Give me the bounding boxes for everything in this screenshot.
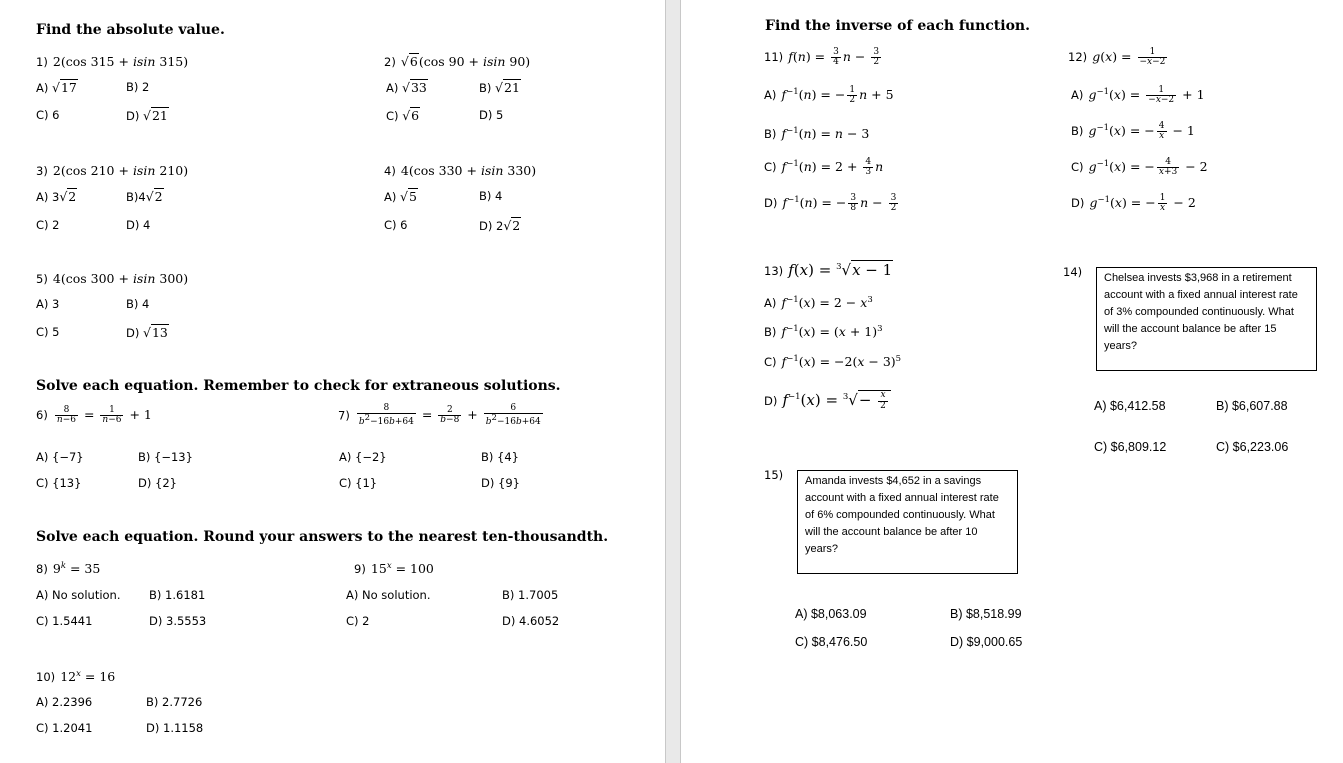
choice-expression: $f^{-1}(n)$ = − $\frac{3}{8}$ n − $\frac{3}{2}$ xyxy=(782,192,897,213)
choice-d[interactable]: D) {9} xyxy=(481,476,520,490)
choice-a[interactable]: A) √5 xyxy=(384,189,417,204)
question-expression: $9^k = 35$ xyxy=(52,560,101,576)
choice-d[interactable]: D) √13 xyxy=(126,325,168,340)
question-7 xyxy=(338,404,545,428)
choice-a[interactable] xyxy=(764,292,873,311)
question-number: 5) xyxy=(36,272,48,286)
right-page xyxy=(681,0,1343,763)
choice-a[interactable]: A) 3√2 xyxy=(36,189,77,204)
choice-b[interactable]: B) √21 xyxy=(479,80,520,95)
choice-d[interactable] xyxy=(1071,192,1196,213)
question-number: 12) xyxy=(1068,50,1088,64)
choice-c[interactable]: C) $6,809.12 xyxy=(1094,440,1167,454)
choice-b[interactable]: B) 1.7005 xyxy=(502,588,559,602)
question-number: 9) xyxy=(354,562,366,576)
question-8 xyxy=(36,558,100,577)
choice-label: B) xyxy=(764,127,777,141)
question-expression: $\frac{8}{n-6}$ = $\frac{1}{n-6}$ + 1 xyxy=(56,404,152,425)
question-expression: $\frac{8}{b2-16b+64}$ = $\frac{2}{b-8}$ + $\frac{6}{b2-16b+64}$ xyxy=(358,403,541,428)
question-12 xyxy=(1068,46,1169,67)
radicand: 2 xyxy=(154,189,163,204)
radicand: 6 xyxy=(411,108,420,123)
choice-b[interactable]: B) $6,607.88 xyxy=(1216,399,1288,413)
choice-label: D) 2 xyxy=(479,219,504,233)
radicand: 17 xyxy=(60,80,77,95)
choice-b[interactable]: B) 1.6181 xyxy=(149,588,206,602)
choice-label: D) xyxy=(126,109,140,123)
choice-c[interactable]: C) 1.5441 xyxy=(36,614,93,628)
question-number-15: 15) xyxy=(764,468,784,482)
question-10 xyxy=(36,666,115,685)
choice-c[interactable] xyxy=(764,351,901,370)
choice-label: B) xyxy=(764,325,777,339)
choice-b[interactable]: B) {−13} xyxy=(138,450,193,464)
choice-d[interactable] xyxy=(764,390,891,411)
radicand: 21 xyxy=(151,108,168,123)
choice-label: A) xyxy=(386,81,399,95)
choice-expression: $f^{-1}(x) = -2(x - 3)^5$ xyxy=(781,353,902,369)
section-title-inverse: Find the inverse of each function. xyxy=(765,18,1030,34)
question-expression: $12^x = 16$ xyxy=(60,668,116,684)
choice-c[interactable]: C) {13} xyxy=(36,476,82,490)
choice-c[interactable]: C) 5 xyxy=(36,325,60,339)
radicand: 13 xyxy=(151,325,168,340)
choice-c[interactable]: C) 6 xyxy=(384,218,408,232)
choice-a[interactable]: A) No solution. xyxy=(36,588,121,602)
choice-label: A) xyxy=(764,88,777,102)
choice-a[interactable]: A) No solution. xyxy=(346,588,431,602)
choice-a[interactable]: A) 3 xyxy=(36,297,60,311)
question-number-14: 14) xyxy=(1063,265,1083,279)
choice-label: A) 3 xyxy=(36,190,60,204)
choice-a[interactable]: A) {−7} xyxy=(36,450,84,464)
question-number: 2) xyxy=(384,55,396,69)
radicand: 2 xyxy=(512,218,521,233)
choice-expression: $f^{-1}(x) = (x + 1)^3$ xyxy=(781,323,883,339)
choice-d[interactable]: D) 4 xyxy=(126,218,151,232)
choice-label: B) xyxy=(479,81,492,95)
choice-a[interactable]: A) $8,063.09 xyxy=(795,607,867,621)
choice-c[interactable] xyxy=(1071,156,1208,177)
radicand: 5 xyxy=(408,189,417,204)
section-title-round: Solve each equation. Round your answers to the nearest ten-thousandth. xyxy=(36,529,609,545)
choice-d[interactable]: D) 3.5553 xyxy=(149,614,207,628)
section-title-extraneous: Solve each equation. Remember to check for extraneous solutions. xyxy=(36,378,561,394)
choice-b[interactable]: B) {4} xyxy=(481,450,519,464)
choice-a[interactable]: A) √17 xyxy=(36,80,77,95)
choice-label: A) xyxy=(384,190,397,204)
choice-d[interactable]: D) {2} xyxy=(138,476,177,490)
question-2 xyxy=(384,51,530,70)
question-expression: f(n) = $\frac{3}{4}$ n − $\frac{3}{2}$ xyxy=(788,46,880,67)
radicand: 33 xyxy=(410,80,427,95)
choice-b[interactable] xyxy=(764,321,883,340)
choice-label: D) xyxy=(1071,196,1085,210)
choice-label: B)4 xyxy=(126,190,146,204)
question-number: 1) xyxy=(36,55,48,69)
choice-expression: $g^{-1}(x)$ = − $\frac{1}{x}$ − 2 xyxy=(1089,192,1196,213)
question-expression: g(x) = $\frac{1}{-x-2}$ xyxy=(1092,46,1166,67)
question-expression: 2(cos 315 + isin 315) xyxy=(52,54,189,69)
choice-label: C) xyxy=(1071,160,1084,174)
choice-label: D) xyxy=(764,196,778,210)
radicand: 21 xyxy=(504,80,520,95)
question-number: 6) xyxy=(36,408,48,422)
question-expression: 2(cos 210 + isin 210) xyxy=(52,163,189,178)
choice-label: D) xyxy=(126,326,140,340)
choice-a[interactable] xyxy=(1071,84,1205,105)
choice-c[interactable] xyxy=(764,156,883,177)
question-4 xyxy=(384,160,536,179)
choice-b[interactable]: B) 2.7726 xyxy=(146,695,203,709)
question-1 xyxy=(36,51,188,70)
choice-b[interactable]: B) 4 xyxy=(479,189,503,203)
question-number: 11) xyxy=(764,50,784,64)
choice-d[interactable]: D) √21 xyxy=(126,108,168,123)
choice-a[interactable]: A) $6,412.58 xyxy=(1094,399,1166,413)
left-page xyxy=(0,0,665,763)
choice-a[interactable]: A) √33 xyxy=(386,80,427,95)
question-3 xyxy=(36,160,188,179)
choice-a[interactable]: A) 2.2396 xyxy=(36,695,93,709)
choice-expression: $g^{-1}(x)$ = $\frac{1}{-x-2}$ + 1 xyxy=(1088,84,1205,105)
radicand: 2 xyxy=(68,189,77,204)
choice-expression: $f^{-1}(x) = 2 - x^3$ xyxy=(781,294,873,310)
choice-a[interactable] xyxy=(764,84,894,105)
choice-d[interactable] xyxy=(764,192,900,213)
question-5 xyxy=(36,268,188,287)
choice-label: A) xyxy=(1071,88,1084,102)
choice-d[interactable]: D) 2√2 xyxy=(479,218,521,233)
choice-b[interactable]: B) $8,518.99 xyxy=(950,607,1022,621)
question-number: 8) xyxy=(36,562,48,576)
question-number: 13) xyxy=(764,264,784,278)
question-expression: 4(cos 330 + isin 330) xyxy=(400,163,537,178)
choice-d[interactable]: D) 4.6052 xyxy=(502,614,560,628)
question-number: 10) xyxy=(36,670,56,684)
choice-label: C) xyxy=(764,160,777,174)
choice-expression: $f^{-1}(x) = ^3√-$ $\frac{x}{2}$ xyxy=(782,391,890,409)
word-problem-15: Amanda invests $4,652 in a savings account with a fixed annual interest rate of 6% compounded continuously. What will the account balance be after 10 years? xyxy=(797,470,1018,574)
choice-d[interactable]: C) $6,223.06 xyxy=(1216,440,1289,454)
question-6 xyxy=(36,404,152,425)
choice-expression: $f^{-1}(n) = 2$ + $\frac{4}{3}$ n xyxy=(781,156,884,177)
question-13 xyxy=(764,260,893,279)
choice-c[interactable]: C) √6 xyxy=(386,108,420,123)
choice-c[interactable]: C) $8,476.50 xyxy=(795,635,868,649)
choice-label: D) xyxy=(764,394,778,408)
choice-b[interactable]: B) 4 xyxy=(126,297,150,311)
choice-label: C) xyxy=(764,355,777,369)
question-expression: √6(cos 90 + isin 90) xyxy=(400,54,531,69)
page-divider xyxy=(665,0,681,763)
choice-expression: $g^{-1}(x)$ = − $\frac{4}{x+3}$ − 2 xyxy=(1088,156,1208,177)
choice-b[interactable] xyxy=(1071,120,1195,141)
choice-b[interactable]: B) 2 xyxy=(126,80,150,94)
choice-c[interactable]: C) 2 xyxy=(36,218,60,232)
choice-c[interactable]: C) 6 xyxy=(36,108,60,122)
choice-c[interactable]: C) {1} xyxy=(339,476,378,490)
choice-label: C) xyxy=(386,109,399,123)
word-problem-14: Chelsea invests $3,968 in a retirement account with a fixed annual interest rate of 3% compounded continuously. What will the account balance be after 15 years? xyxy=(1096,267,1317,371)
question-number: 4) xyxy=(384,164,396,178)
choice-label: A) xyxy=(36,81,49,95)
choice-c[interactable]: C) 2 xyxy=(346,614,370,628)
choice-a[interactable]: A) {−2} xyxy=(339,450,387,464)
choice-label: A) xyxy=(764,296,777,310)
choice-b[interactable]: B)4√2 xyxy=(126,189,163,204)
choice-d[interactable]: D) 5 xyxy=(479,108,504,122)
question-number: 3) xyxy=(36,164,48,178)
choice-expression: $f^{-1}(n)$ = − $\frac{1}{2}$ n + 5 xyxy=(781,84,894,105)
question-11 xyxy=(764,46,883,67)
choice-d[interactable]: D) 1.1158 xyxy=(146,721,204,735)
choice-c[interactable]: C) 1.2041 xyxy=(36,721,93,735)
question-expression: $15^x = 100$ xyxy=(370,560,434,576)
question-expression: f(x) = $^3$√x − 1 xyxy=(788,261,893,279)
choice-d[interactable]: D) $9,000.65 xyxy=(950,635,1023,649)
choice-expression: $g^{-1}(x)$ = − $\frac{4}{x}$ − 1 xyxy=(1088,120,1195,141)
section-title-absolute-value: Find the absolute value. xyxy=(36,22,225,38)
question-number: 7) xyxy=(338,408,350,423)
question-expression: 4(cos 300 + isin 300) xyxy=(52,271,189,286)
question-9 xyxy=(354,558,434,577)
choice-expression: $f^{-1}(n) = n - 3$ xyxy=(781,125,870,141)
choice-label: B) xyxy=(1071,124,1084,138)
choice-b[interactable] xyxy=(764,123,869,142)
